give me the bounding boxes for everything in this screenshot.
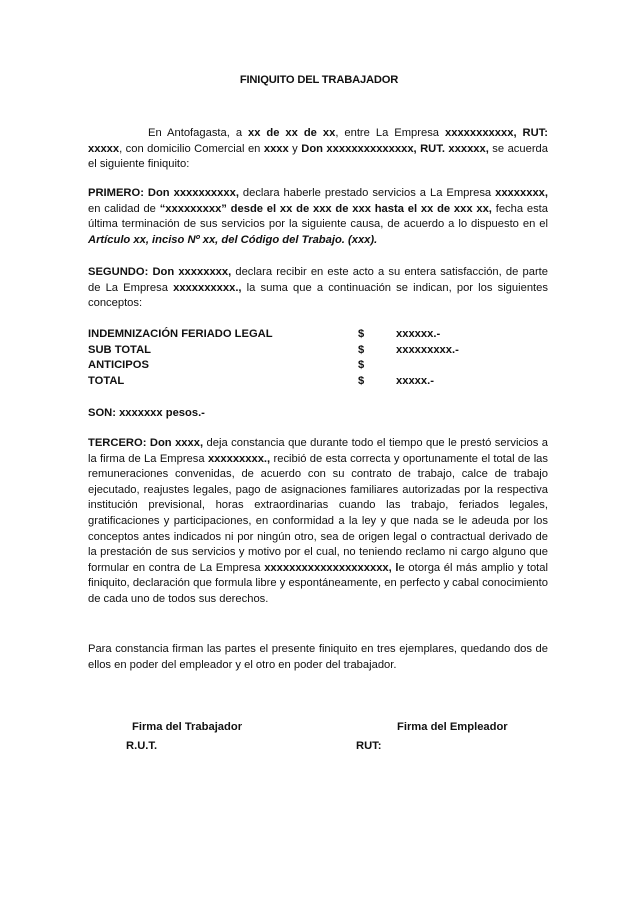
concept-label: ANTICIPOS xyxy=(88,359,149,372)
concepts-table xyxy=(88,327,548,389)
clause-tercero xyxy=(88,436,548,608)
clause-text: deja constancia que durante todo el tiempo que le prestó servicios a la firma de La Empresa xyxy=(88,437,548,465)
clause-text: e otorga él más amplio y total finiquito, declaración que formula libre y espontáneamente, en perfecto y cabal conocimiento de cada uno de todos sus derechos. xyxy=(88,561,548,605)
worker-signature-label: Firma del Trabajador xyxy=(132,721,243,733)
clause-primero xyxy=(88,186,548,248)
concept-label: TOTAL xyxy=(88,374,125,387)
concept-label: INDEMNIZACIÓN FERIADO LEGAL xyxy=(88,328,273,340)
closing-paragraph: Para constancia firman las partes el presente finiquito en tres ejemplares, quedando dos de ellos en poder del empleador y el otro en poder del trabajador. xyxy=(88,643,548,671)
intro-date: xx de xx de xx xyxy=(248,127,336,139)
concept-row xyxy=(88,327,548,343)
concept-currency: $ xyxy=(358,359,365,372)
document-title: FINIQUITO DEL TRABAJADOR xyxy=(239,74,399,86)
intro-text: se acuerda el siguiente finiquito: xyxy=(88,142,549,171)
clause-text: declara recibir en este acto a su entera satisfacción, de parte de La Empresa xyxy=(88,266,548,294)
intro-text: En Antofagasta, a xyxy=(148,127,248,139)
intro-text: y xyxy=(288,142,302,155)
intro-address: xxxx xyxy=(263,142,289,155)
intro-worker: Don xxxxxxxxxxxxxx, RUT. xxxxxx, xyxy=(301,142,489,155)
clause-heading: TERCERO: Don xxxx, xyxy=(88,437,204,449)
clause-article: Artículo xx, inciso Nº xx, del Código del Trabajo. (xxx). xyxy=(88,233,378,246)
clause-role-period: “xxxxxxxxx” desde el xx de xxx de xxx hasta el xx de xxx xx, xyxy=(159,202,492,215)
concept-amount: xxxxxx.- xyxy=(396,328,441,340)
employer-signature-label: Firma del Empleador xyxy=(397,721,508,733)
clause-segundo xyxy=(88,265,548,312)
intro-company: xxxxxxxxxxx, RUT: xxxxx xyxy=(88,127,548,155)
concept-amount: xxxxx.- xyxy=(396,374,434,387)
clause-text: fecha esta última terminación de sus servicios por la siguiente causa, de acuerdo a lo dispuesto en el xyxy=(88,202,549,231)
concept-amount: xxxxxxxxx.- xyxy=(396,343,459,356)
clause-heading: PRIMERO: Don xxxxxxxxxx, xyxy=(88,187,239,199)
concept-currency: $ xyxy=(358,343,365,356)
employer-rut-label: RUT: xyxy=(356,740,382,752)
intro-paragraph xyxy=(88,126,548,173)
clause-text: la suma que a continuación se indican, por los siguientes conceptos: xyxy=(88,281,548,310)
clause-text: declara haberle prestado servicios a La Empresa xyxy=(238,187,496,199)
concept-currency: $ xyxy=(358,328,365,340)
clause-text: en calidad de xyxy=(88,202,160,215)
intro-text: , con domicilio Comercial en xyxy=(119,142,264,155)
clause-heading: SEGUNDO: Don xxxxxxxx, xyxy=(88,266,232,278)
concept-row xyxy=(88,343,548,359)
concept-row xyxy=(88,374,548,390)
clause-company: xxxxxxxx, xyxy=(495,187,548,199)
concept-currency: $ xyxy=(358,374,365,387)
concept-row xyxy=(88,358,548,374)
amount-in-words: SON: xxxxxxx pesos.- xyxy=(88,407,205,419)
intro-text: , entre La Empresa xyxy=(335,127,445,139)
concept-label: SUB TOTAL xyxy=(88,343,151,356)
clause-text: recibió de esta correcta y oportunamente el total de las remuneraciones convenidas, de acuerdo con su contrato de trabajo, calce de trabajo ejecutado, reajustes legales, pago de asignaciones familiares autorizadas por la respectiva institución previsional, horas extraordinarias cuando las trabajo, feriados legales, gratificaciones y participaciones, en conformidad a la ley y que nada se le adeuda por los conceptos antes indicados ni por ningún otro, sea de origen legal o contractual derivado de la prestación de sus servicios y motivo por el cual, no teniendo reclamo ni cargo alguno que formular en contra de La Empresa xyxy=(88,452,548,574)
clause-company: xxxxxxxxx., xyxy=(207,452,271,465)
worker-rut-label: R.U.T. xyxy=(126,740,158,752)
clause-company: xxxxxxxxxx., xyxy=(173,281,242,294)
clause-company: xxxxxxxxxxxxxxxxxxxx, l xyxy=(264,561,399,574)
